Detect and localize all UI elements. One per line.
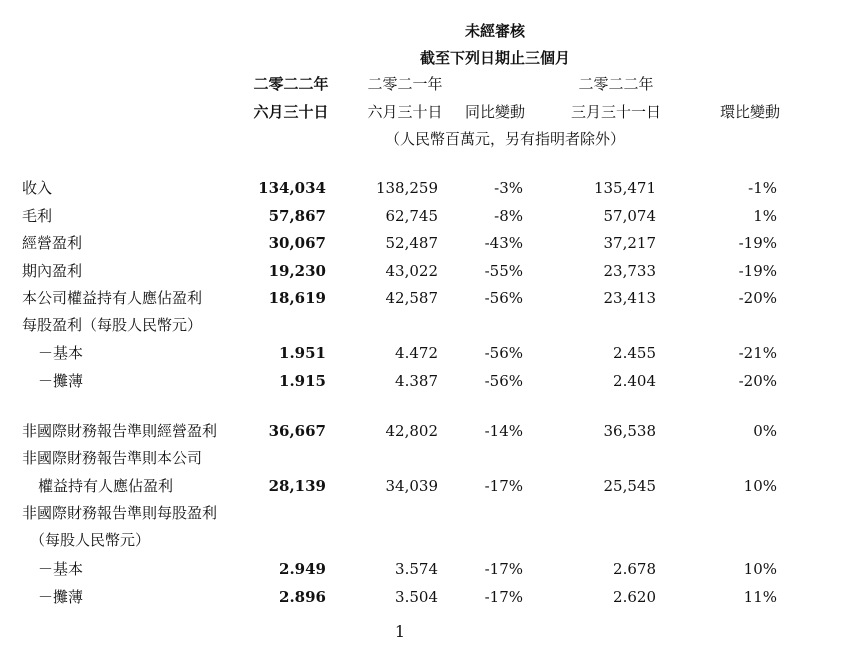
cell-current: 30,067 xyxy=(268,234,326,252)
cell-qoq: -19% xyxy=(738,234,777,252)
row-label: －基本 xyxy=(38,560,84,578)
unit-note: （人民幣百萬元，另有指明者除外） xyxy=(384,130,625,148)
row-label: 毛利 xyxy=(22,207,53,225)
row-label: －攤薄 xyxy=(38,588,84,606)
cell-current: 18,619 xyxy=(268,289,326,307)
cell-prior-quarter: 2.455 xyxy=(613,344,656,362)
cell-prior-year: 42,802 xyxy=(385,422,438,440)
cell-prior-year: 3.574 xyxy=(395,560,438,578)
cell-qoq: -19% xyxy=(738,262,777,280)
cell-prior-quarter: 23,733 xyxy=(603,262,656,280)
cell-qoq: -20% xyxy=(738,289,777,307)
cell-prior-quarter: 37,217 xyxy=(603,234,656,252)
cell-qoq: -21% xyxy=(738,344,777,362)
row-label: 收入 xyxy=(22,179,53,197)
cell-prior-year: 34,039 xyxy=(385,477,438,495)
cell-current: 1.951 xyxy=(279,344,326,362)
period-heading: 截至下列日期止三個月 xyxy=(419,49,570,67)
row-label: （每股人民幣元） xyxy=(30,531,151,549)
row-label: 非國際財務報告準則每股盈利 xyxy=(22,504,218,522)
cell-yoy: -14% xyxy=(484,422,523,440)
cell-prior-quarter: 135,471 xyxy=(593,179,656,197)
cell-yoy: -56% xyxy=(484,344,523,362)
cell-prior-year: 42,587 xyxy=(385,289,438,307)
page-number: 1 xyxy=(394,622,406,641)
cell-yoy: -56% xyxy=(484,372,523,390)
cell-current: 2.949 xyxy=(279,560,326,578)
col3-label: 同比變動 xyxy=(464,103,525,121)
col2-year: 二零二一年 xyxy=(367,75,443,93)
cell-current: 57,867 xyxy=(268,207,326,225)
cell-qoq: 10% xyxy=(743,560,777,578)
cell-prior-quarter: 57,074 xyxy=(603,207,656,225)
cell-current: 28,139 xyxy=(268,477,326,495)
cell-qoq: 11% xyxy=(743,588,777,606)
cell-prior-quarter: 2.404 xyxy=(613,372,656,390)
cell-qoq: -1% xyxy=(748,179,777,197)
cell-current: 1.915 xyxy=(279,372,326,390)
cell-yoy: -17% xyxy=(484,560,523,578)
cell-yoy: -17% xyxy=(484,477,523,495)
row-label: 經營盈利 xyxy=(22,234,83,252)
cell-prior-year: 4.387 xyxy=(395,372,438,390)
cell-current: 134,034 xyxy=(258,179,326,197)
cell-qoq: 10% xyxy=(743,477,777,495)
cell-prior-year: 3.504 xyxy=(395,588,438,606)
row-label: －基本 xyxy=(38,344,84,362)
cell-yoy: -8% xyxy=(494,207,523,225)
cell-prior-year: 4.472 xyxy=(395,344,438,362)
col5-label: 環比變動 xyxy=(719,103,780,121)
cell-prior-quarter: 25,545 xyxy=(603,477,656,495)
col1-date: 六月三十日 xyxy=(253,103,329,121)
col4-date: 三月三十一日 xyxy=(570,103,661,121)
cell-yoy: -56% xyxy=(484,289,523,307)
row-label: 本公司權益持有人應佔盈利 xyxy=(22,289,203,307)
cell-yoy: -55% xyxy=(484,262,523,280)
cell-prior-year: 52,487 xyxy=(385,234,438,252)
cell-prior-year: 43,022 xyxy=(385,262,438,280)
col1-year: 二零二二年 xyxy=(253,75,329,93)
cell-qoq: 0% xyxy=(753,422,777,440)
unaudited-heading: 未經審核 xyxy=(464,22,525,40)
cell-current: 36,667 xyxy=(268,422,326,440)
cell-current: 19,230 xyxy=(268,262,326,280)
row-label: 期內盈利 xyxy=(22,262,83,280)
cell-prior-quarter: 36,538 xyxy=(603,422,656,440)
cell-prior-year: 62,745 xyxy=(385,207,438,225)
cell-qoq: 1% xyxy=(753,207,777,225)
cell-prior-quarter: 2.620 xyxy=(613,588,656,606)
cell-current: 2.896 xyxy=(279,588,326,606)
cell-prior-year: 138,259 xyxy=(375,179,438,197)
cell-prior-quarter: 2.678 xyxy=(613,560,656,578)
cell-qoq: -20% xyxy=(738,372,777,390)
row-label: 每股盈利（每股人民幣元） xyxy=(22,316,203,334)
row-label: 權益持有人應佔盈利 xyxy=(38,477,174,495)
cell-yoy: -43% xyxy=(484,234,523,252)
col4-year: 二零二二年 xyxy=(578,75,654,93)
cell-yoy: -3% xyxy=(494,179,523,197)
row-label: 非國際財務報告準則本公司 xyxy=(22,449,203,467)
cell-prior-quarter: 23,413 xyxy=(603,289,656,307)
row-label: －攤薄 xyxy=(38,372,84,390)
row-label: 非國際財務報告準則經營盈利 xyxy=(22,422,218,440)
col2-date: 六月三十日 xyxy=(367,103,443,121)
cell-yoy: -17% xyxy=(484,588,523,606)
